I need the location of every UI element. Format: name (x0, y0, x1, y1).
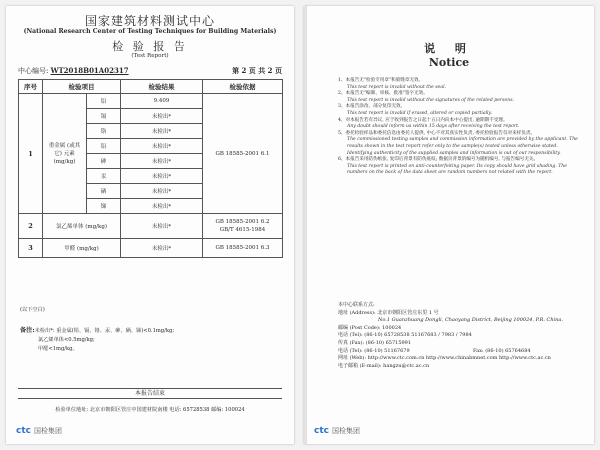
notice-page (304, 6, 594, 444)
notice-en: This test report is invalid without the seal. (347, 84, 447, 90)
metal-result: 9.409 (121, 94, 203, 109)
table-row (19, 239, 283, 258)
notice-en: The commissioned testing samples and commission information are provided by the applicant. The results shown in the test report refer only to the sample(s) tested unless otherwise stated. Identifying authenticity of the supplied samples and information is out of our responsibility. (347, 137, 578, 156)
row-item: 重金属 (或其它) 元素 (mg/kg) (43, 94, 87, 214)
report-title-cn: 检 验 报 告 (112, 40, 188, 53)
header-basis: 检验依据 (203, 80, 283, 94)
row-no: 2 (19, 214, 43, 239)
header-result: 检验结果 (121, 80, 203, 94)
metal-result: 未检出* (121, 124, 203, 139)
metal-result: 未检出* (121, 199, 203, 214)
remarks-block (20, 326, 282, 354)
ctc-logo: ctc (314, 426, 329, 436)
basis-line: GB 18585-2001 6.2 (215, 219, 270, 225)
contact-address-en: No.1 Guanzhuang Dongli, Chaoyang District, Beijing 100024, P.R. China. (378, 317, 563, 324)
contact-post: 邮编 (Post Code): 100024 (338, 324, 402, 331)
metal-name: 硒 (87, 184, 121, 199)
metal-name: 铅 (87, 139, 121, 154)
header-no: 序号 (19, 80, 43, 94)
metal-name: 砷 (87, 154, 121, 169)
notice-en: This test report is printed on anti-counterfeiting paper. Its copy should have grid shading. The numbers on the back of the data sheet are random numbers not related with the report. (347, 163, 567, 176)
results-table (18, 79, 283, 258)
brand-group-name: 国检集团 (33, 427, 62, 435)
metal-name: 镉 (87, 109, 121, 124)
contact-title: 本中心联系方式: (338, 302, 375, 308)
basis-line: GB/T 4615-1984 (219, 227, 266, 233)
table-header-row (19, 80, 283, 94)
notice-zh: 2、本报告无"编制、审核、批准"签字无效。 (338, 91, 428, 97)
notice-item (338, 131, 582, 157)
row-result: 未检出* (121, 214, 203, 239)
table-row (19, 94, 283, 109)
org-title-cn: 国家建筑材料测试中心 (84, 14, 215, 28)
notice-item (338, 78, 582, 91)
brand-logo (314, 426, 360, 436)
ctc-logo: ctc (16, 426, 31, 436)
metal-result: 未检出* (121, 184, 203, 199)
binding-edge (304, 6, 307, 444)
row-no: 3 (19, 239, 43, 258)
notice-zh: 1、本报告无"检验专用章"和骑缝章无效。 (338, 78, 424, 83)
notice-title-en: Notice (428, 56, 470, 69)
lab-address-line: 检验单位地址: 北京市朝阳区管庄中国建材院南楼 电话: 65728538 邮编: 100024 (55, 407, 245, 413)
notice-item (338, 91, 582, 104)
row-item: 甲醛 (mg/kg) (43, 239, 121, 258)
notice-item (338, 157, 582, 177)
report-end-banner: 本报告结束 (18, 388, 282, 399)
contact-fax2: Fax: (86-10) 65764684 (473, 347, 531, 354)
notice-item (338, 104, 582, 117)
metal-result: 未检出* (121, 109, 203, 124)
notice-en: This test report is invalid if erased, altered or copied partially. (347, 110, 492, 116)
page-info: 第 2 页 共 2 页 (232, 66, 282, 75)
metal-name: 锑 (87, 199, 121, 214)
row-basis: GB 18585-2001 6.1 (203, 94, 283, 214)
report-title-en: (Test Report) (131, 53, 169, 59)
contact-fax: 传真 (Fax): (86-10) 65715991 (338, 339, 412, 346)
blank-note: (以下空白) (20, 307, 45, 313)
remark-line: 氯乙烯单体<0.5mg/kg; (38, 337, 95, 343)
metal-name: 铅 (87, 94, 121, 109)
contact-email: 电子邮箱 (E-mail): hangzu@ctc.ac.cn (338, 362, 430, 369)
metal-result: 未检出* (121, 169, 203, 184)
notice-zh: 5、委托检验样品和委托信息由委托人提供, 中心不对其真实性负责, 委托检验报告仅对来样负责。 (338, 130, 536, 136)
notice-zh: 6、本报告采用防伪纸张, 复印后背景有防伪底纹; 数据页背景的编号为随机编号, 与报告编号无关。 (338, 157, 539, 163)
notice-en: This test report is invalid without the signatures of the related persons. (347, 97, 515, 103)
notice-list (338, 78, 582, 177)
contact-web: 网址 (Web): http://www.ctc.com.cn http://www.chinabmnet.com http://www.ctc.ac.cn (338, 355, 551, 362)
table-row (19, 214, 283, 239)
row-result: 未检出* (121, 239, 203, 258)
notice-item (338, 118, 582, 131)
metal-name: 汞 (87, 169, 121, 184)
metal-name: 铬 (87, 124, 121, 139)
brand-logo (16, 426, 62, 436)
notice-zh: 3、本报告涂改、部分复印无效。 (338, 104, 406, 110)
notice-title-cn: 说 明 (424, 42, 474, 55)
header-item: 检验项目 (43, 80, 121, 94)
center-number: 中心编号: WT2018B01A02317 (18, 66, 129, 75)
remarks-label: 备注: (20, 327, 35, 334)
org-title-en: (National Research Center of Testing Techniques for Building Materials) (23, 28, 277, 35)
contact-tel: 电话 (Tel): (86-10) 65728538 51167683 / 7983 / 7984 (338, 332, 472, 339)
contact-tel2: 电话 (Tel): (86-10) 51167679 (338, 347, 410, 354)
remark-line: 甲醛<1mg/kg。 (38, 346, 78, 352)
metal-result: 未检出* (121, 139, 203, 154)
metal-result: 未检出* (121, 154, 203, 169)
notice-en: Any doubt should inform us within 15 days after receiving the test report. (347, 124, 520, 130)
remark-line: 未检出*: 重金属(铅、镉、铬、汞、砷、硒、锑)<0.1mg/kg; (34, 328, 175, 334)
test-report-page (6, 6, 294, 444)
contact-address: 地址 (Address): 北京市朝阳区管庄东里 1 号 (338, 309, 439, 316)
row-item: 氯乙烯单体 (mg/kg) (43, 214, 121, 239)
row-basis: GB 18585-2001 6.3 (203, 239, 283, 258)
contact-block (338, 302, 584, 370)
row-basis (203, 214, 283, 239)
report-meta (18, 66, 282, 76)
row-no: 1 (19, 94, 43, 214)
brand-group-name: 国检集团 (331, 427, 360, 435)
notice-zh: 4、对本报告若有异议, 应于收到报告之日起十五日内向本中心提出, 逾期期不受理。 (338, 117, 508, 123)
contact-tel-fax-row (338, 348, 584, 356)
